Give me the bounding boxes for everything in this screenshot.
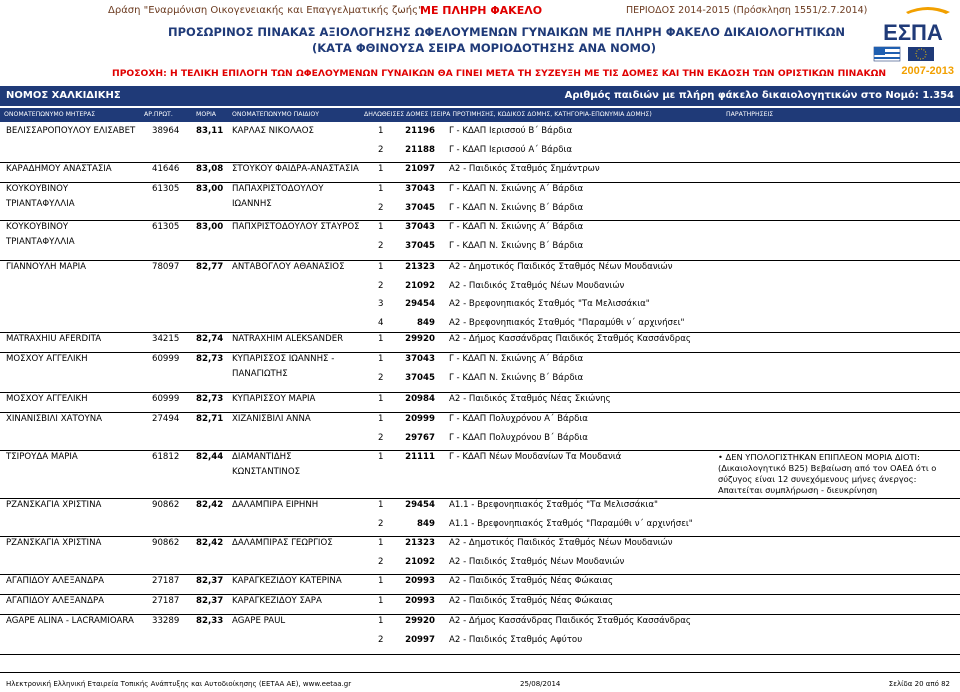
- preference-order: 1: [378, 394, 384, 404]
- child-name: ΚΑΡΑΓΚΕΖΙΔΟΥ ΚΑΤΕΡΙΝΑ: [232, 576, 342, 586]
- preference-order: 2: [378, 634, 384, 645]
- child-name: ΔΑΛΑΜΠΙΡΑ ΕΙΡΗΝΗ: [232, 500, 319, 510]
- footer-date: 25/08/2014: [520, 680, 561, 688]
- prefecture-name: ΝΟΜΟΣ ΧΑΛΚΙΔΙΚΗΣ: [6, 90, 121, 101]
- structure-code: 20999: [405, 414, 435, 424]
- mother-name: ΒΕΛΙΣΣΑΡΟΠΟΥΛΟΥ ΕΛΙΣΑΒΕΤ: [6, 126, 136, 136]
- protocol-number: 27187: [152, 596, 180, 606]
- mother-name: ΜΟΣΧΟΥ ΑΓΓΕΛΙΚΗ: [6, 394, 88, 404]
- col-remarks: ΠΑΡΑΤΗΡΗΣΕΙΣ: [726, 111, 774, 118]
- points-value: 82,73: [196, 394, 224, 404]
- row-divider: [0, 594, 960, 595]
- col-structures: ΔΗΛΩΘΕΙΣΕΣ ΔΟΜΕΣ (ΣΕΙΡΑ ΠΡΟΤΙΜΗΣΗΣ, ΚΩΔΙΚΟΣ ΔΟΜΗΣ, ΚΑΤΗΓΟΡΙΑ-ΕΠΩΝΥΜΙΑ ΔΟΜΗΣ): [364, 111, 652, 118]
- notice-text: ΠΡΟΣΟΧΗ: Η ΤΕΛΙΚΗ ΕΠΙΛΟΓΗ ΤΩΝ ΩΦΕΛΟΥΜΕΝΩΝ ΓΥΝΑΙΚΩΝ ΘΑ ΓΙΝΕΙ ΜΕΤΑ ΤΗ ΣΥΖΕΥΞΗ ΜΕ ΤΙΣ ΔΟΜΕΣ ΚΑΙ ΤΗΝ ΕΚΔΟΣΗ ΤΩΝ ΟΡΙΣΤΙΚΩΝ ΠΙΝΑΚΩΝ: [112, 68, 887, 79]
- structure-code: 21323: [405, 262, 435, 272]
- preference-order: 1: [378, 334, 384, 344]
- protocol-number: 90862: [152, 500, 180, 510]
- status-label: ΜΕ ΠΛΗΡΗ ΦΑΚΕΛΟ: [420, 4, 543, 17]
- structure-code: 29920: [405, 616, 435, 626]
- preference-order: 3: [378, 299, 384, 310]
- preference-order: 1: [378, 500, 384, 510]
- structure-name: Γ - ΚΔΑΠ Ιερισσού Α΄ Βάρδια: [449, 144, 573, 155]
- protocol-number: 61812: [152, 452, 180, 462]
- child-name: ΔΑΛΑΜΠΙΡΑΣ ΓΕΩΡΓΙΟΣ: [232, 538, 333, 548]
- mother-name: ΡΖΑΝΣΚΑΓΙΑ ΧΡΙΣΤΙΝΑ: [6, 500, 102, 510]
- points-value: 82,42: [196, 538, 224, 548]
- preference-order: 1: [378, 576, 384, 586]
- structure-code: 37043: [405, 354, 435, 364]
- structure-name: Α2 - Βρεφονηπιακός Σταθμός "Παραμύθι ν΄ αρχινήσει": [449, 317, 685, 328]
- structure-name: Γ - ΚΔΑΠ Ν. Σκιώνης Β΄ Βάρδια: [449, 372, 584, 383]
- structure-code: 21323: [405, 538, 435, 548]
- mother-name: ΧΙΝΑΝΙΣΒΙΛΙ ΧΑΤΟΥΝΑ: [6, 414, 103, 424]
- protocol-number: 60999: [152, 354, 180, 364]
- row-divider: [0, 392, 960, 393]
- structure-code: 20993: [405, 596, 435, 606]
- protocol-number: 78097: [152, 262, 180, 272]
- child-name: AGAPE PAUL: [232, 616, 286, 626]
- structure-code: 29454: [405, 299, 435, 310]
- row-divider: [0, 412, 960, 413]
- structure-code: 20997: [405, 634, 435, 645]
- preference-order: 1: [378, 452, 384, 462]
- structure-name: Α2 - Παιδικός Σταθμός Νέας Σκιώνης: [449, 394, 611, 404]
- child-name: ΔΙΑΜΑΝΤΙΔΗΣ: [232, 452, 292, 462]
- structure-name: Α2 - Παιδικός Σταθμός Νέων Μουδανιών: [449, 280, 625, 291]
- preference-order: 1: [378, 126, 384, 136]
- child-name: ΠΑΠΧΡΙΣΤΟΔΟΥΛΟΥ ΣΤΑΥΡΟΣ: [232, 222, 360, 232]
- mother-name: ΡΖΑΝΣΚΑΓΙΑ ΧΡΙΣΤΙΝΑ: [6, 538, 102, 548]
- child-name: ΑΝΤΑΒΟΓΛΟΥ ΑΘΑΝΑΣΙΟΣ: [232, 262, 345, 272]
- remarks-text: σύζυγος είναι 12 συνεχόμενους μήνες άνεργος:: [718, 474, 917, 484]
- structure-name: Α2 - Παιδικός Σταθμός Νέας Φώκαιας: [449, 576, 614, 586]
- preference-order: 2: [378, 372, 384, 383]
- points-value: 82,37: [196, 576, 224, 586]
- points-value: 82,44: [196, 452, 224, 462]
- page-footer: [0, 676, 960, 692]
- structure-name: Γ - ΚΔΑΠ Ιερισσού Β΄ Βάρδια: [449, 126, 573, 136]
- child-name: ΣΤΟΥΚΟΥ ΦΑΙΔΡΑ-ΑΝΑΣΤΑΣΙΑ: [232, 164, 359, 174]
- child-name: ΧΙΖΑΝΙΣΒΙΛΙ ΑΝΝΑ: [232, 414, 311, 424]
- structure-name: Γ - ΚΔΑΠ Ν. Σκιώνης Α΄ Βάρδια: [449, 184, 584, 194]
- protocol-number: 60999: [152, 394, 180, 404]
- remarks-text: Απαιτείται συμπλήρωση - διευκρίνηση: [718, 485, 878, 495]
- preference-order: 1: [378, 414, 384, 424]
- structure-name: Α2 - Παιδικός Σταθμός Σημάντρων: [449, 164, 600, 174]
- col-child: ΟΝΟΜΑΤΕΠΩΝΥΜΟ ΠΑΙΔΙΟΥ: [232, 111, 320, 118]
- structure-code: 21111: [405, 452, 435, 462]
- mother-name: ΤΣΙΡΟΥΔΑ ΜΑΡΙΑ: [6, 452, 78, 462]
- child-name: ΙΩΑΝΝΗΣ: [232, 199, 272, 209]
- structure-name: Γ - ΚΔΑΠ Ν. Σκιώνης Β΄ Βάρδια: [449, 202, 584, 213]
- points-value: 83,00: [196, 184, 224, 194]
- child-name: ΚΑΡΑΓΚΕΖΙΔΟΥ ΣΑΡΑ: [232, 596, 322, 606]
- row-divider: [0, 162, 960, 163]
- points-value: 83,11: [196, 126, 224, 136]
- structure-name: Α1.1 - Βρεφονηπιακός Σταθμός "Τα Μελισσάκια": [449, 500, 658, 510]
- protocol-number: 38964: [152, 126, 180, 136]
- row-divider: [0, 536, 960, 537]
- points-value: 82,42: [196, 500, 224, 510]
- protocol-number: 27494: [152, 414, 180, 424]
- preference-order: 2: [378, 556, 384, 567]
- mother-name: MATRAXHIU AFERDITA: [6, 334, 102, 344]
- structure-name: Α2 - Δημοτικός Παιδικός Σταθμός Νέων Μουδανιών: [449, 262, 673, 272]
- row-divider: [0, 614, 960, 615]
- row-divider: [0, 220, 960, 221]
- child-name: ΚΥΠΑΡΙΣΣΟΣ ΙΩΑΝΝΗΣ -: [232, 354, 335, 364]
- points-value: 82,33: [196, 616, 224, 626]
- row-divider: [0, 574, 960, 575]
- structure-name: Α2 - Δήμος Κασσάνδρας Παιδικός Σταθμός Κασσάνδρας: [449, 616, 691, 626]
- mother-name: ΑΓΑΠΙΔΟΥ ΑΛΕΞΑΝΔΡΑ: [6, 596, 105, 606]
- points-value: 82,37: [196, 596, 224, 606]
- protocol-number: 27187: [152, 576, 180, 586]
- preference-order: 2: [378, 240, 384, 251]
- footer-org: Ηλεκτρονική Ελληνική Εταιρεία Τοπικής Ανάπτυξης και Αυτοδιοίκησης (ΕΕΤΑΑ ΑΕ), www.eetaa.gr: [6, 680, 352, 688]
- mother-name: ΑΓΑΠΙΔΟΥ ΑΛΕΞΑΝΔΡΑ: [6, 576, 105, 586]
- structure-name: Α2 - Βρεφονηπιακός Σταθμός "Τα Μελισσάκια": [449, 299, 650, 310]
- structure-name: Γ - ΚΔΑΠ Ν. Σκιώνης Α΄ Βάρδια: [449, 222, 584, 232]
- protocol-number: 61305: [152, 222, 180, 232]
- structure-code: 37045: [405, 202, 435, 213]
- structure-code: 21092: [405, 556, 435, 567]
- mother-name: AGAPE ALINA - LACRAMIOARA: [6, 616, 134, 626]
- structure-name: Α2 - Παιδικός Σταθμός Νέων Μουδανιών: [449, 556, 625, 567]
- logo-text: ΕΣΠΑ: [883, 20, 943, 45]
- preference-order: 4: [378, 317, 384, 328]
- child-name: NATRAXHIM ALEKSANDER: [232, 334, 344, 344]
- column-header-bar: [0, 108, 960, 122]
- protocol-number: 41646: [152, 164, 180, 174]
- structure-code: 29920: [405, 334, 435, 344]
- mother-name: ΚΟΥΚΟΥΒΙΝΟΥ: [6, 184, 69, 194]
- remarks-text: (Δικαιολογητικό Β25) Βεβαίωση από τον ΟΑΕΔ ότι ο: [718, 463, 937, 473]
- structure-code: 29454: [405, 500, 435, 510]
- children-count: Αριθμός παιδιών με πλήρη φάκελο δικαιολογητικών στο Νομό: 1.354: [564, 90, 954, 101]
- preference-order: 1: [378, 184, 384, 194]
- col-points: ΜΟΡΙΑ: [196, 111, 216, 118]
- mother-name: ΓΙΑΝΝΟΥΛΗ ΜΑΡΙΑ: [6, 262, 87, 272]
- row-divider: [0, 654, 960, 655]
- structure-code: 21196: [405, 126, 435, 136]
- structure-code: 20984: [405, 394, 435, 404]
- child-name: ΚΥΠΑΡΙΣΣΟΥ ΜΑΡΙΑ: [232, 394, 316, 404]
- structure-name: Α1.1 - Βρεφονηπιακός Σταθμός "Παραμύθι ν΄ αρχινήσει": [449, 518, 693, 529]
- page-title: ΠΡΟΣΩΡΙΝΟΣ ΠΙΝΑΚΑΣ ΑΞΙΟΛΟΓΗΣΗΣ ΩΦΕΛΟΥΜΕΝΩΝ ΓΥΝΑΙΚΩΝ ΜΕ ΠΛΗΡΗ ΦΑΚΕΛΟ ΔΙΚΑΙΟΛΟΓΗΤΙΚΩΝ: [168, 25, 845, 39]
- preference-order: 1: [378, 222, 384, 232]
- structure-name: Γ - ΚΔΑΠ Ν. Σκιώνης Β΄ Βάρδια: [449, 240, 584, 251]
- preference-order: 2: [378, 432, 384, 443]
- points-value: 82,74: [196, 334, 224, 344]
- preference-order: 1: [378, 596, 384, 606]
- points-value: 83,00: [196, 222, 224, 232]
- structure-name: Α2 - Δήμος Κασσάνδρας Παιδικός Σταθμός Κασσάνδρας: [449, 334, 691, 344]
- structure-code: 20993: [405, 576, 435, 586]
- espa-logo-icon: [868, 2, 958, 80]
- page-header: [0, 0, 960, 84]
- structure-code: 849: [417, 317, 435, 328]
- row-divider: [0, 450, 960, 451]
- preference-order: 1: [378, 538, 384, 548]
- structure-code: 849: [417, 518, 435, 529]
- preference-order: 2: [378, 202, 384, 213]
- structure-name: Γ - ΚΔΑΠ Νέων Μουδανίων Τα Μουδανιά: [449, 452, 622, 462]
- structure-name: Γ - ΚΔΑΠ Πολυχρόνου Β΄ Βάρδια: [449, 432, 588, 443]
- preference-order: 1: [378, 616, 384, 626]
- mother-name: ΚΑΡΑΔΗΜΟΥ ΑΝΑΣΤΑΣΙΑ: [6, 164, 112, 174]
- structure-name: Γ - ΚΔΑΠ Ν. Σκιώνης Α΄ Βάρδια: [449, 354, 584, 364]
- structure-code: 37045: [405, 372, 435, 383]
- remarks-text: • ΔΕΝ ΥΠΟΛΟΓΙΣΤΗΚΑΝ ΕΠΙΠΛΕΟΝ ΜΟΡΙΑ ΔΙΟΤΙ:: [718, 452, 920, 462]
- row-divider: [0, 332, 960, 333]
- preference-order: 1: [378, 354, 384, 364]
- structure-code: 37043: [405, 184, 435, 194]
- mother-name: ΜΟΣΧΟΥ ΑΓΓΕΛΙΚΗ: [6, 354, 88, 364]
- child-name: ΠΑΠΑΧΡΙΣΤΟΔΟΥΛΟΥ: [232, 184, 324, 194]
- row-divider: [0, 498, 960, 499]
- preference-order: 1: [378, 164, 384, 174]
- structure-code: 21188: [405, 144, 435, 155]
- footer-rule: [0, 672, 960, 673]
- row-divider: [0, 182, 960, 183]
- child-name: ΚΩΝΣΤΑΝΤΙΝΟΣ: [232, 467, 301, 477]
- protocol-number: 34215: [152, 334, 180, 344]
- period-label: ΠΕΡΙΟΔΟΣ 2014-2015 (Πρόσκληση 1551/2.7.2014): [626, 5, 868, 16]
- row-divider: [0, 352, 960, 353]
- structure-name: Α2 - Παιδικός Σταθμός Νέας Φώκαιας: [449, 596, 614, 606]
- structure-name: Γ - ΚΔΑΠ Πολυχρόνου Α΄ Βάρδια: [449, 414, 588, 424]
- program-name: Δράση "Εναρμόνιση Οικογενειακής και Επαγγελματικής ζωής": [108, 5, 423, 16]
- points-value: 82,77: [196, 262, 224, 272]
- preference-order: 2: [378, 280, 384, 291]
- structure-code: 21092: [405, 280, 435, 291]
- child-name: ΠΑΝΑΓΙΩΤΗΣ: [232, 369, 288, 379]
- mother-name: ΚΟΥΚΟΥΒΙΝΟΥ: [6, 222, 69, 232]
- preference-order: 2: [378, 144, 384, 155]
- mother-name: ΤΡΙΑΝΤΑΦΥΛΛΙΑ: [6, 237, 75, 247]
- col-mother: ΟΝΟΜΑΤΕΠΩΝΥΜΟ ΜΗΤΕΡΑΣ: [4, 111, 96, 118]
- structure-code: 37043: [405, 222, 435, 232]
- structure-code: 29767: [405, 432, 435, 443]
- structure-code: 21097: [405, 164, 435, 174]
- child-name: ΚΑΡΛΑΣ ΝΙΚΟΛΑΟΣ: [232, 126, 314, 136]
- preference-order: 2: [378, 518, 384, 529]
- points-value: 82,73: [196, 354, 224, 364]
- protocol-number: 90862: [152, 538, 180, 548]
- points-value: 83,08: [196, 164, 224, 174]
- structure-code: 37045: [405, 240, 435, 251]
- page-subtitle: (ΚΑΤΑ ΦΘΙΝΟΥΣΑ ΣΕΙΡΑ ΜΟΡΙΟΔΟΤΗΣΗΣ ΑΝΑ ΝΟΜΟ): [312, 41, 656, 55]
- col-protocol: ΑΡ.ΠΡΩΤ.: [144, 111, 173, 118]
- logo-years: 2007-2013: [901, 65, 954, 77]
- row-divider: [0, 260, 960, 261]
- protocol-number: 33289: [152, 616, 180, 626]
- footer-page: Σελίδα 20 από 82: [888, 680, 950, 688]
- mother-name: ΤΡΙΑΝΤΑΦΥΛΛΙΑ: [6, 199, 75, 209]
- prefecture-bar: [0, 86, 960, 106]
- structure-name: Α2 - Δημοτικός Παιδικός Σταθμός Νέων Μουδανιών: [449, 538, 673, 548]
- points-value: 82,71: [196, 414, 224, 424]
- preference-order: 1: [378, 262, 384, 272]
- protocol-number: 61305: [152, 184, 180, 194]
- structure-name: Α2 - Παιδικός Σταθμός Αφύτου: [449, 634, 583, 645]
